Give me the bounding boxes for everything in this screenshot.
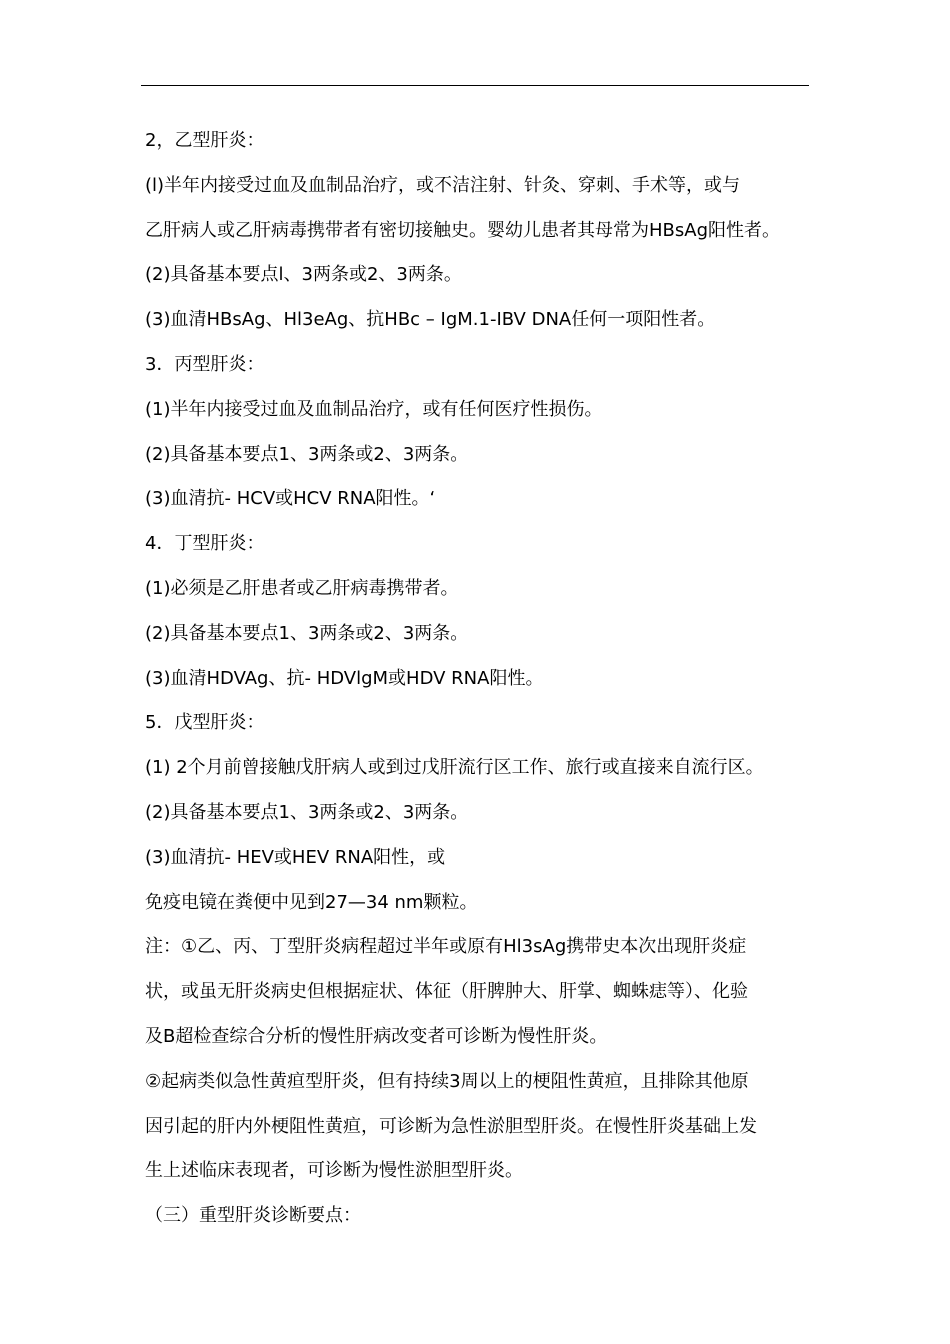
hepatitis-d-heading: 4．丁型肝炎： — [145, 533, 265, 555]
hepatitis-b-item-3: (3)血清HBsAg、Hl3eAg、抗HBc – IgM.1-IBV DNA任何一项阳性者。 — [145, 309, 716, 331]
hepatitis-b-item-1-cont: 乙肝病人或乙肝病毒携带者有密切接触史。婴幼儿患者其母常为HBsAg阳性者。 — [145, 219, 780, 241]
hepatitis-c-item-2: (2)具备基本要点1、3两条或2、3两条。 — [145, 443, 469, 465]
note-1-cont-b: 及B超检查综合分析的慢性肝病改变者可诊断为慢性肝炎。 — [145, 1025, 608, 1047]
hepatitis-b-item-2: (2)具备基本要点l、3两条或2、3两条。 — [145, 264, 462, 286]
hepatitis-c-heading: 3．丙型肝炎： — [145, 353, 265, 375]
hepatitis-e-item-3-cont: 免疫电镜在粪便中见到27—34 nm颗粒。 — [145, 891, 478, 913]
hepatitis-e-item-2: (2)具备基本要点1、3两条或2、3两条。 — [145, 801, 469, 823]
hepatitis-e-item-3: (3)血清抗- HEV或HEV RNA阳性，或 — [145, 846, 446, 868]
hepatitis-b-item-1: (l)半年内接受过血及血制品治疗，或不洁注射、针灸、穿刺、手术等，或与 — [145, 174, 741, 196]
note-2: ②起病类似急性黄疸型肝炎，但有持续3周以上的梗阻性黄疸，且排除其他原 — [145, 1070, 749, 1092]
hepatitis-e-heading: 5．戊型肝炎： — [145, 712, 265, 734]
hepatitis-c-item-1: (1)半年内接受过血及血制品治疗，或有任何医疗性损伤。 — [145, 398, 603, 420]
note-1: 注：①乙、丙、丁型肝炎病程超过半年或原有Hl3sAg携带史本次出现肝炎症 — [145, 936, 747, 958]
severe-hepatitis-heading: （三）重型肝炎诊断要点： — [145, 1205, 361, 1227]
hepatitis-e-item-1: (1) 2个月前曾接触戊肝病人或到过戊肝流行区工作、旅行或直接来自流行区。 — [145, 757, 764, 779]
hepatitis-d-item-1: (1)必须是乙肝患者或乙肝病毒携带者。 — [145, 577, 459, 599]
hepatitis-d-item-2: (2)具备基本要点1、3两条或2、3两条。 — [145, 622, 469, 644]
note-2-cont-b: 生上述临床表现者，可诊断为慢性淤胆型肝炎。 — [145, 1160, 523, 1182]
header-rule — [141, 85, 809, 86]
hepatitis-b-heading: 2，乙型肝炎： — [145, 130, 265, 151]
hepatitis-c-item-3: (3)血清抗- HCV或HCV RNA阳性。‘ — [145, 488, 436, 510]
note-2-cont-a: 因引起的肝内外梗阻性黄疸，可诊断为急性淤胆型肝炎。在慢性肝炎基础上发 — [145, 1115, 757, 1137]
document-body — [145, 119, 815, 1239]
hepatitis-d-item-3: (3)血清HDVAg、抗- HDVlgM或HDV RNA阳性。 — [145, 667, 544, 689]
note-1-cont-a: 状，或虽无肝炎病史但根据症状、体征（肝脾肿大、肝掌、蜘蛛痣等）、化验 — [145, 981, 748, 1003]
